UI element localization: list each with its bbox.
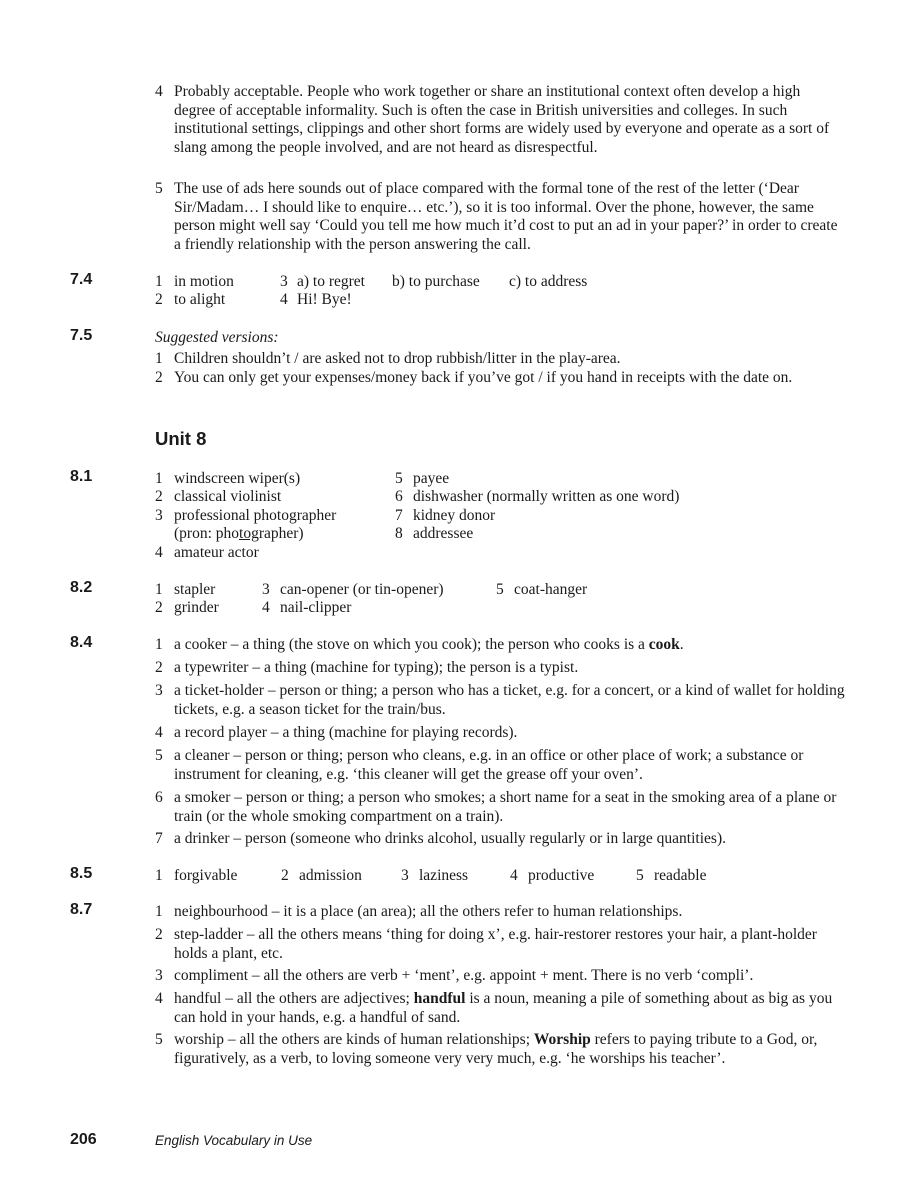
answer: laziness (419, 867, 469, 884)
answer: professional photographer (174, 507, 337, 524)
item-number: 1 (155, 903, 163, 920)
item-number: 4 (155, 990, 163, 1007)
item-number: 3 (262, 581, 270, 598)
pronunciation-part: (pron: pho (174, 525, 240, 542)
exercise-number: 7.5 (70, 327, 93, 344)
list-item (155, 1031, 845, 1068)
list-item (155, 903, 845, 922)
item-text (174, 990, 845, 1027)
item-text: step-ladder – all the others means ‘thing for doing x’, e.g. hair-restorer restores your hair, a plant-holder holds a plant, etc. (174, 926, 817, 962)
item-text-part: worship – all the others are kinds of human relationships; (174, 1031, 534, 1048)
list-item (155, 682, 845, 719)
item-number: 5 (155, 747, 163, 764)
item-number: 1 (155, 350, 163, 367)
answer: classical violinist (174, 488, 282, 505)
item-text: a typewriter – a thing (machine for typing); the person is a typist. (174, 659, 579, 676)
answer: to alight (174, 291, 226, 308)
item-number: 3 (155, 967, 163, 984)
answer: grinder (174, 599, 219, 616)
answer: amateur actor (174, 544, 259, 561)
book-title: English Vocabulary in Use (155, 1133, 313, 1148)
exercise-number: 8.7 (70, 901, 93, 918)
item-number: 6 (155, 789, 163, 806)
list-item (155, 369, 845, 388)
item-number: 3 (155, 507, 163, 524)
answer-7-3-item-4 (155, 83, 845, 157)
answer: can-opener (or tin-opener) (280, 581, 444, 598)
item-number: 1 (155, 273, 163, 290)
exercise-number: 8.4 (70, 634, 93, 651)
item-number: 3 (401, 867, 409, 884)
list-item (155, 659, 845, 678)
item-text: Probably acceptable. People who work together or share an institutional context often develop a high degree of acceptable informality. Such is often the case in British universities and colleges. In such institutional settings, clippings and other short forms are widely used by everyone and operate as a sort of slang among the people involved, and are not heard as disrespectful. (174, 83, 830, 156)
page-number: 206 (70, 1131, 97, 1148)
answer: readable (654, 867, 707, 884)
answer: in motion (174, 273, 234, 290)
item-number: 3 (155, 682, 163, 699)
item-text (174, 1031, 845, 1068)
item-number: 5 (496, 581, 504, 598)
item-number: 2 (155, 599, 163, 616)
list-item (155, 724, 845, 743)
answer-7-3-item-5 (155, 180, 845, 254)
item-number: 1 (155, 470, 163, 487)
item-number: 1 (155, 636, 163, 653)
item-number: 2 (155, 659, 163, 676)
answer: payee (413, 470, 450, 487)
intro-text: Suggested versions: (155, 329, 279, 346)
item-number: 4 (510, 867, 518, 884)
item-text: a drinker – person (someone who drinks alcohol, usually regularly or in large quantities). (174, 830, 726, 847)
list-item (155, 747, 845, 784)
item-number: 2 (281, 867, 289, 884)
answer: productive (528, 867, 595, 884)
item-number: 6 (395, 488, 403, 505)
item-number: 5 (155, 1031, 163, 1048)
answer: b) to purchase (392, 273, 480, 290)
answer: admission (299, 867, 362, 884)
item-text-part: handful – all the others are adjectives; (174, 990, 414, 1007)
stressed-syllable: tog (239, 525, 259, 542)
item-number: 4 (280, 291, 288, 308)
item-text-bold: cook (648, 636, 680, 653)
item-number: 2 (155, 291, 163, 308)
answer: a) to regret (297, 273, 365, 290)
item-text-bold: Worship (533, 1031, 591, 1048)
item-number: 5 (155, 180, 163, 197)
item-number: 1 (155, 867, 163, 884)
pronunciation-part: rapher) (258, 525, 304, 542)
pronunciation-note (174, 525, 304, 544)
answer: coat-hanger (514, 581, 588, 598)
item-number: 2 (155, 926, 163, 943)
list-item (155, 789, 845, 826)
exercise-number: 8.1 (70, 468, 93, 485)
item-text: a cleaner – person or thing; person who cleans, e.g. in an office or other place of work; a substance or instrument for cleaning, e.g. ‘this cleaner will get the grease off your oven’. (174, 747, 804, 783)
exercise-number: 7.4 (70, 271, 93, 288)
item-number: 2 (155, 369, 163, 386)
item-text: You can only get your expenses/money back if you’ve got / if you hand in receipts with the date on. (174, 369, 793, 386)
item-text: compliment – all the others are verb + ‘ment’, e.g. appoint + ment. There is no verb ‘compli’. (174, 967, 754, 984)
item-number: 3 (280, 273, 288, 290)
item-text-part: refers to paying tribute to a God, or, figuratively, as a verb, to loving someone very very much, e.g. ‘he worships his teacher’. (174, 1031, 818, 1067)
answer: kidney donor (413, 507, 496, 524)
item-text-part: is a noun, meaning a pile of something about as big as you can hold in your hands, e.g. a handful of sand. (174, 990, 833, 1026)
item-number: 4 (155, 83, 163, 100)
exercise-number: 8.5 (70, 865, 93, 882)
list-item (155, 350, 845, 369)
list-item (155, 636, 845, 655)
item-number: 7 (395, 507, 403, 524)
unit-heading: Unit 8 (155, 428, 207, 449)
item-text-part: a cooker – a thing (the stove on which you cook); the person who cooks is a (174, 636, 649, 653)
answer: Hi! Bye! (297, 291, 352, 308)
list-item (155, 830, 845, 849)
item-number: 4 (262, 599, 270, 616)
exercise-number: 8.2 (70, 579, 93, 596)
item-number: 4 (155, 544, 163, 561)
item-text: a smoker – person or thing; a person who smokes; a short name for a seat in the smoking area of a plane or train (or the whole smoking compartment on a train). (174, 789, 837, 825)
list-item (155, 926, 845, 963)
item-text: a record player – a thing (machine for playing records). (174, 724, 518, 741)
item-number: 5 (395, 470, 403, 487)
item-text-bold: handful (413, 990, 466, 1007)
answer: windscreen wiper(s) (174, 470, 301, 487)
item-text: neighbourhood – it is a place (an area); all the others refer to human relationships. (174, 903, 683, 920)
answer: c) to address (509, 273, 588, 290)
list-item (155, 990, 845, 1027)
answer: stapler (174, 581, 216, 598)
item-text: Children shouldn’t / are asked not to drop rubbish/litter in the play-area. (174, 350, 621, 367)
item-text: a ticket-holder – person or thing; a person who has a ticket, e.g. for a concert, or a kind of wallet for holding tickets, e.g. a season ticket for the train/bus. (174, 682, 845, 718)
item-number: 2 (155, 488, 163, 505)
answer: nail-clipper (280, 599, 352, 616)
answer: addressee (413, 525, 474, 542)
item-number: 8 (395, 525, 403, 542)
item-number: 1 (155, 581, 163, 598)
list-item (155, 967, 845, 986)
item-number: 7 (155, 830, 163, 847)
item-text-part: . (679, 636, 684, 653)
item-number: 4 (155, 724, 163, 741)
item-number: 5 (636, 867, 644, 884)
answer: dishwasher (normally written as one word) (413, 488, 680, 505)
item-text (174, 636, 845, 655)
item-text: The use of ads here sounds out of place compared with the formal tone of the rest of the letter (‘Dear Sir/Madam… I should like to enquire… etc.’), so it is too informal. Over the phone, however, the same person might well say ‘Could you tell me how much it’d cost to put an ad in your paper?’ in order to create a friendly relationship with the person answering the call. (174, 180, 838, 253)
answer: forgivable (174, 867, 238, 884)
